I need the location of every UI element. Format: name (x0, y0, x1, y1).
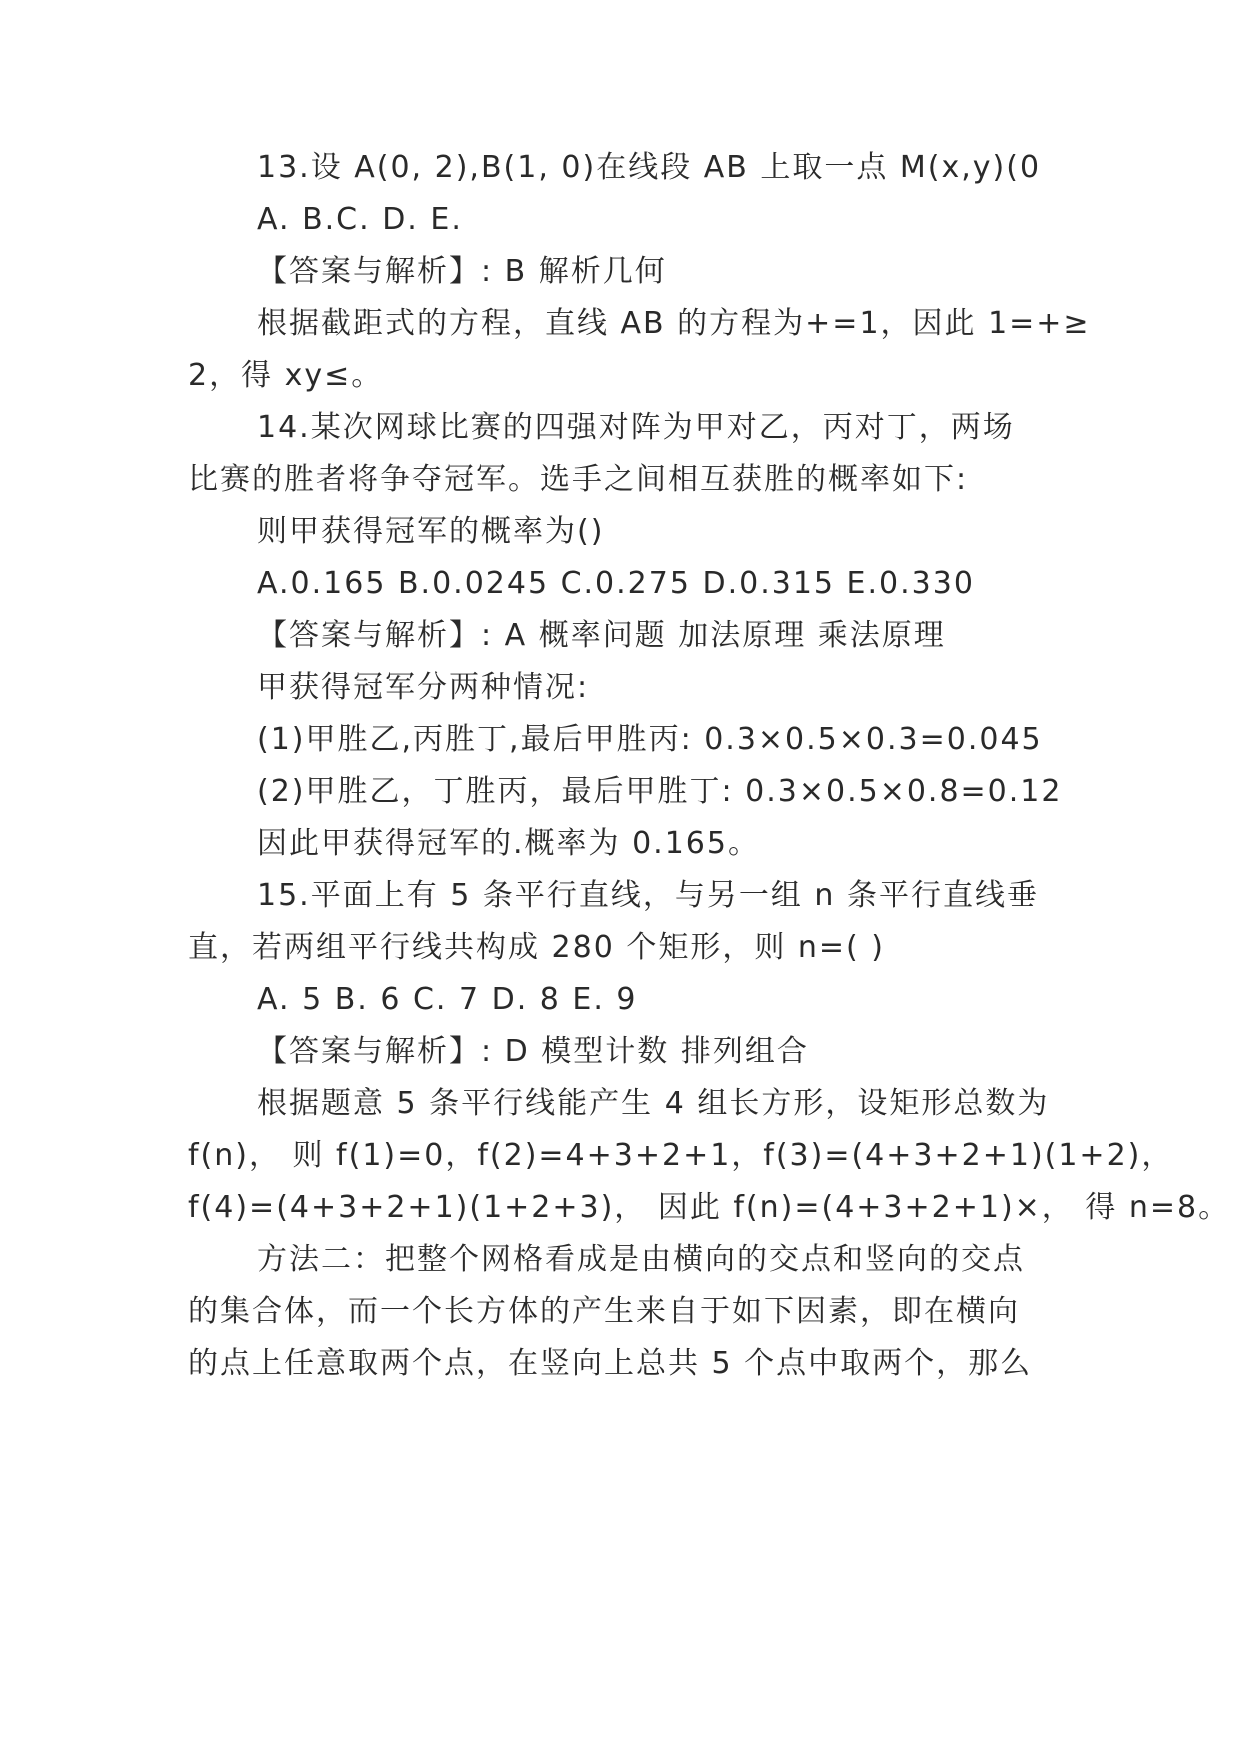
question-15-options: A. 5 B. 6 C. 7 D. 8 E. 9 (257, 982, 638, 1017)
question-15-method-two-line-2: 的集合体，而一个长方体的产生来自于如下因素，即在横向 (188, 1294, 1020, 1329)
question-13-answer: 【答案与解析】: B 解析几何 (257, 254, 667, 289)
question-14-solution-line-1: 甲获得冠军分两种情况: (257, 670, 590, 705)
question-13-stem: 13.设 A(0, 2),B(1, 0)在线段 AB 上取一点 M(x,y)(0 (257, 150, 1042, 185)
question-14-answer: 【答案与解析】: A 概率问题 加法原理 乘法原理 (257, 618, 946, 653)
question-14-options: A.0.165 B.0.0245 C.0.275 D.0.315 E.0.330 (257, 566, 975, 601)
question-14-solution-line-3: (2)甲胜乙，丁胜丙，最后甲胜丁: 0.3×0.5×0.8=0.12 (257, 774, 1063, 809)
question-15-stem-line-1: 15.平面上有 5 条平行直线，与另一组 n 条平行直线垂 (257, 878, 1039, 913)
question-14-solution-line-4: 因此甲获得冠军的.概率为 0.165。 (257, 826, 760, 861)
question-15-answer: 【答案与解析】: D 模型计数 排列组合 (257, 1034, 809, 1069)
question-14-stem-line-2: 比赛的胜者将争夺冠军。选手之间相互获胜的概率如下: (188, 462, 969, 497)
question-15-solution-line-1: 根据题意 5 条平行线能产生 4 组长方形，设矩形总数为 (257, 1086, 1050, 1121)
question-15-solution-line-2: f(n)， 则 f(1)=0，f(2)=4+3+2+1，f(3)=(4+3+2+1)(1+2)， (188, 1138, 1174, 1173)
question-14-solution-line-2: (1)甲胜乙,丙胜丁,最后甲胜丙: 0.3×0.5×0.3=0.045 (257, 722, 1043, 757)
question-15-solution-line-3: f(4)=(4+3+2+1)(1+2+3)， 因此 f(n)=(4+3+2+1)×， 得 n=8。 (188, 1190, 1231, 1225)
question-13-solution-line-2: 2，得 xy≤。 (188, 358, 384, 393)
question-13-options: A. B.C. D. E. (257, 202, 463, 237)
question-15-method-two-line-1: 方法二：把整个网格看成是由横向的交点和竖向的交点 (257, 1242, 1025, 1277)
question-14-stem-line-1: 14.某次网球比赛的四强对阵为甲对乙，丙对丁，两场 (257, 410, 1015, 445)
question-14-stem-line-3: 则甲获得冠军的概率为() (257, 514, 605, 549)
question-15-method-two-line-3: 的点上任意取两个点，在竖向上总共 5 个点中取两个，那么 (188, 1346, 1033, 1381)
question-13-solution-line-1: 根据截距式的方程，直线 AB 的方程为+=1，因此 1=+≥ (257, 306, 1091, 341)
question-15-stem-line-2: 直，若两组平行线共构成 280 个矩形，则 n=( ) (188, 930, 885, 965)
